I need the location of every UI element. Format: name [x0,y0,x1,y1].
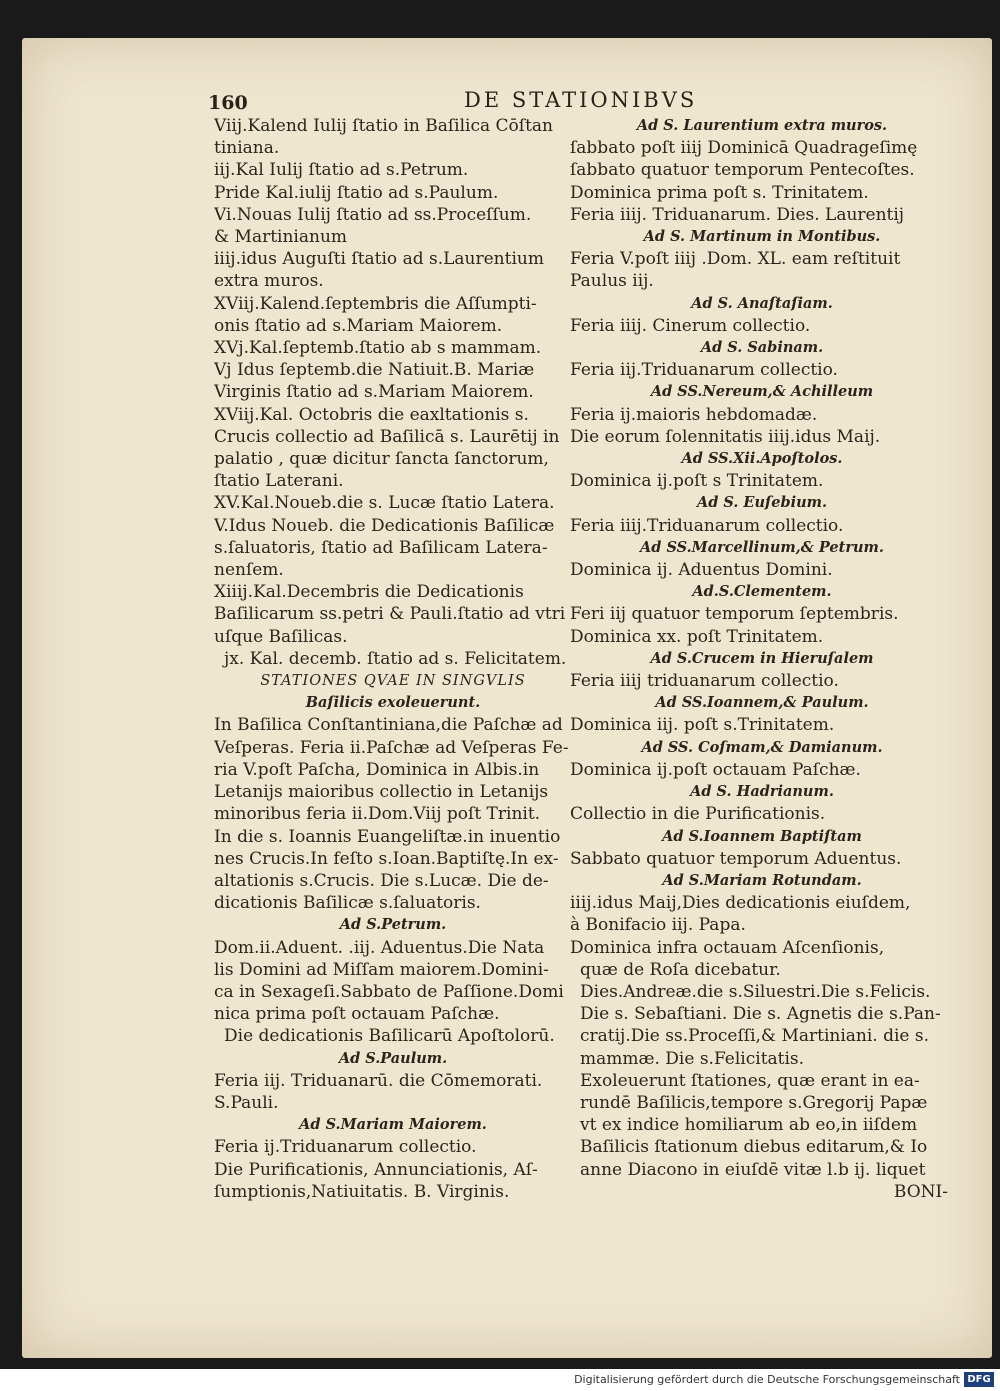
text-line: iiij.idus Maij,Dies dedicationis eiuſdem, [570,893,911,914]
text-line: altationis s.Crucis. Die s.Lucæ. Die de- [214,870,549,891]
text-line: Dies.Andreæ.die s.Siluestri.Die s.Felicis. [580,981,931,1002]
section-heading: Ad SS.Marcellinum,& Petrum. [640,538,884,556]
text-line: Dominica ij.poſt octauam Paſchæ. [570,759,861,780]
text-line: Exoleuerunt ſtationes, quæ erant in ea- [580,1070,920,1091]
text-line: nenſem. [214,560,284,581]
text-line: Paulus iij. [570,271,654,292]
text-line: Feria iiij.Triduanarum collectio. [570,515,844,536]
text-line: Feria iij. Triduanarū. die Cōmemorati. [214,1070,543,1091]
text-line: Vj Idus ſeptemb.die Natiuit.B. Mariæ [214,360,535,381]
left-column [214,115,572,1203]
text-line: Viij.Kalend Iulij ſtatio in Baſilica Cōſtan [214,116,554,136]
text-line: uſque Baſilicas. [214,626,348,647]
footer-bar [0,1369,1000,1391]
page-number: 160 [208,92,248,114]
text-line: onis ſtatio ad s.Mariam Maiorem. [214,315,503,336]
text-line: & Martinianum [214,227,348,248]
text-line: XViij.Kal. Octobris die eaxltationis s. [214,404,529,425]
text-line: anne Diacono in eiuſdē vitæ l.b ij. liquet [580,1159,926,1180]
dfg-logo: DFG [964,1372,994,1387]
text-line: Dominica xx. poſt Trinitatem. [570,626,824,647]
section-heading: Ad S. Sabinam. [700,339,824,357]
text-line: BONI- [893,1181,948,1202]
text-line: iiij.idus Auguſti ſtatio ad s.Laurentium [214,249,544,270]
text-line: Collectio in die Purificationis. [570,804,826,825]
text-line: Feria iiij. Cinerum collectio. [570,315,811,336]
text-line: Feria iiij triduanarum collectio. [570,671,839,692]
running-head: DE STATIONIBVS [464,88,698,112]
text-line: Veſperas. Feria ii.Paſchæ ad Veſperas Fe- [214,737,569,758]
text-line: ſtatio Laterani. [214,471,344,492]
text-line: ſumptionis,Natiuitatis. B. Virginis. [214,1181,510,1202]
text-line: cratij.Die ss.Proceſſi,& Martiniani. die s. [580,1026,930,1047]
text-line: XVj.Kal.ſeptemb.ſtatio ab s mammam. [214,338,542,359]
text-line: Feria ij.Triduanarum collectio. [214,1137,477,1158]
section-heading: Ad SS.Xii.Apoſtolos. [681,450,843,468]
section-heading: Ad SS. Coſmam,& Damianum. [641,738,883,756]
section-heading: Ad S.Mariam Rotundam. [662,871,862,889]
text-line: ſabbato poſt iiij Dominicā Quadrageſimę [570,138,918,159]
text-line: rundē Baſilicis,tempore s.Gregorij Papæ [580,1092,928,1113]
text-line: V.Idus Noueb. die Dedicationis Baſilicæ [214,515,555,536]
text-line: Baſilicarum ss.petri & Pauli.ſtatio ad vtri [214,604,566,625]
text-line: mammæ. Die s.Felicitatis. [580,1048,805,1069]
section-heading: Ad S. Anaſtaſiam. [691,294,833,312]
footer-credit: Digitalisierung gefördert durch die Deutsche Forschungsgemeinschaft [574,1373,960,1386]
section-heading: Ad S. Martinum in Montibus. [643,228,881,246]
section-heading: STATIONES QVAE IN SINGVLIS [260,673,526,690]
section-heading: Ad S.Crucem in Hieruſalem [650,649,874,667]
text-line: Virginis ſtatio ad s.Mariam Maiorem. [214,382,534,403]
text-line: Die Purificationis, Annunciationis, Aſ- [214,1159,538,1180]
text-line: Feria iiij. Triduanarum. Dies. Laurentij [570,204,905,225]
text-line: ca in Sexageſi.Sabbato de Paſſione.Domi [214,981,564,1002]
text-line: ria V.poſt Paſcha, Dominica in Albis.in [214,759,540,780]
text-line: s.ſaluatoris, ſtatio ad Baſilicam Latera- [214,537,548,558]
text-line: Dominica iij. poſt s.Trinitatem. [570,715,835,736]
text-line: Dom.ii.Aduent. .iij. Aduentus.Die Nata [214,937,545,958]
text-line: Dominica prima poſt s. Trinitatem. [570,182,869,203]
text-line: In Baſilica Conſtantiniana,die Paſchæ ad [214,715,563,736]
text-line: palatio , quæ dicitur ſancta ſanctorum, [214,449,549,470]
text-line: Xiiij.Kal.Decembris die Dedicationis [214,582,524,603]
text-line: Feri iij quatuor temporum ſeptembris. [570,604,899,625]
section-heading: Ad S. Euſebium. [696,494,828,512]
section-heading: Ad SS.Ioannem,& Paulum. [655,694,869,712]
text-line: Die dedicationis Baſilicarū Apoſtolorū. [224,1026,555,1047]
text-line: nes Crucis.In feſto s.Ioan.Baptiſtę.In ex- [214,848,559,869]
text-line: Feria iij.Triduanarum collectio. [570,360,838,381]
section-heading: Ad.S.Clementem. [692,583,832,601]
text-line: nica prima poſt octauam Paſchæ. [214,1004,500,1025]
right-column [570,115,954,1203]
text-line: à Bonifacio iij. Papa. [570,915,746,936]
text-line: lis Domini ad Miſſam maiorem.Domini- [214,959,549,980]
text-line: Letanijs maioribus collectio in Letanijs [214,782,549,803]
text-line: tiniana. [214,138,280,159]
text-line: jx. Kal. decemb. ſtatio ad s. Felicitatem. [224,648,567,669]
text-line: vt ex indice homiliarum ab eo,in iiſdem [580,1115,918,1136]
text-line: quæ de Roſa dicebatur. [580,959,781,980]
text-line: Baſilicis ſtationum diebus editarum,& Io [580,1137,928,1158]
text-line: iij.Kal Iulij ſtatio ad s.Petrum. [214,160,469,181]
text-line: Die eorum ſolennitatis iiij.idus Maij. [570,426,881,447]
text-line: Dominica ij. Aduentus Domini. [570,560,833,581]
section-heading: Ad S.Paulum. [338,1049,448,1067]
text-line: Dominica infra octauam Aſcenſionis, [570,937,885,958]
text-line: dicationis Baſilicæ s.ſaluatoris. [214,893,481,914]
section-heading: Baſilicis exoleuerunt. [305,694,481,712]
text-line: Feria ij.maioris hebdomadæ. [570,404,818,425]
text-line: Die s. Sebaſtiani. Die s. Agnetis die s.Pan- [580,1004,941,1025]
section-heading: Ad S.Petrum. [339,916,447,934]
text-line: In die s. Ioannis Euangeliſtæ.in inuentio [214,826,561,847]
text-line: Dominica ij.poſt s Trinitatem. [570,471,824,492]
text-line: Crucis collectio ad Baſilicā s. Laurētij in [214,426,560,447]
text-line: Sabbato quatuor temporum Aduentus. [570,848,902,869]
section-heading: Ad S. Laurentium extra muros. [636,117,888,134]
section-heading: Ad S. Hadrianum. [690,783,834,801]
text-line: minoribus feria ii.Dom.Viij poſt Trinit. [214,804,541,825]
section-heading: Ad SS.Nereum,& Achilleum [650,383,874,401]
text-line: XV.Kal.Noueb.die s. Lucæ ſtatio Latera. [214,493,555,514]
text-line: Vi.Nouas Iulij ſtatio ad ss.Proceſſum. [214,204,532,225]
text-line: Pride Kal.iulij ſtatio ad s.Paulum. [214,182,499,203]
text-line: S.Pauli. [214,1092,279,1113]
text-line: ſabbato quatuor temporum Pentecoſtes. [570,160,915,181]
text-line: Feria V.poſt iiij .Dom. XL. eam reſtituit [570,249,901,270]
text-line: extra muros. [214,271,324,292]
text-line: XViij.Kalend.ſeptembris die Aſſumpti- [214,293,537,314]
section-heading: Ad S.Mariam Maiorem. [299,1116,487,1134]
section-heading: Ad S.Ioannem Baptiſtam [662,827,862,845]
